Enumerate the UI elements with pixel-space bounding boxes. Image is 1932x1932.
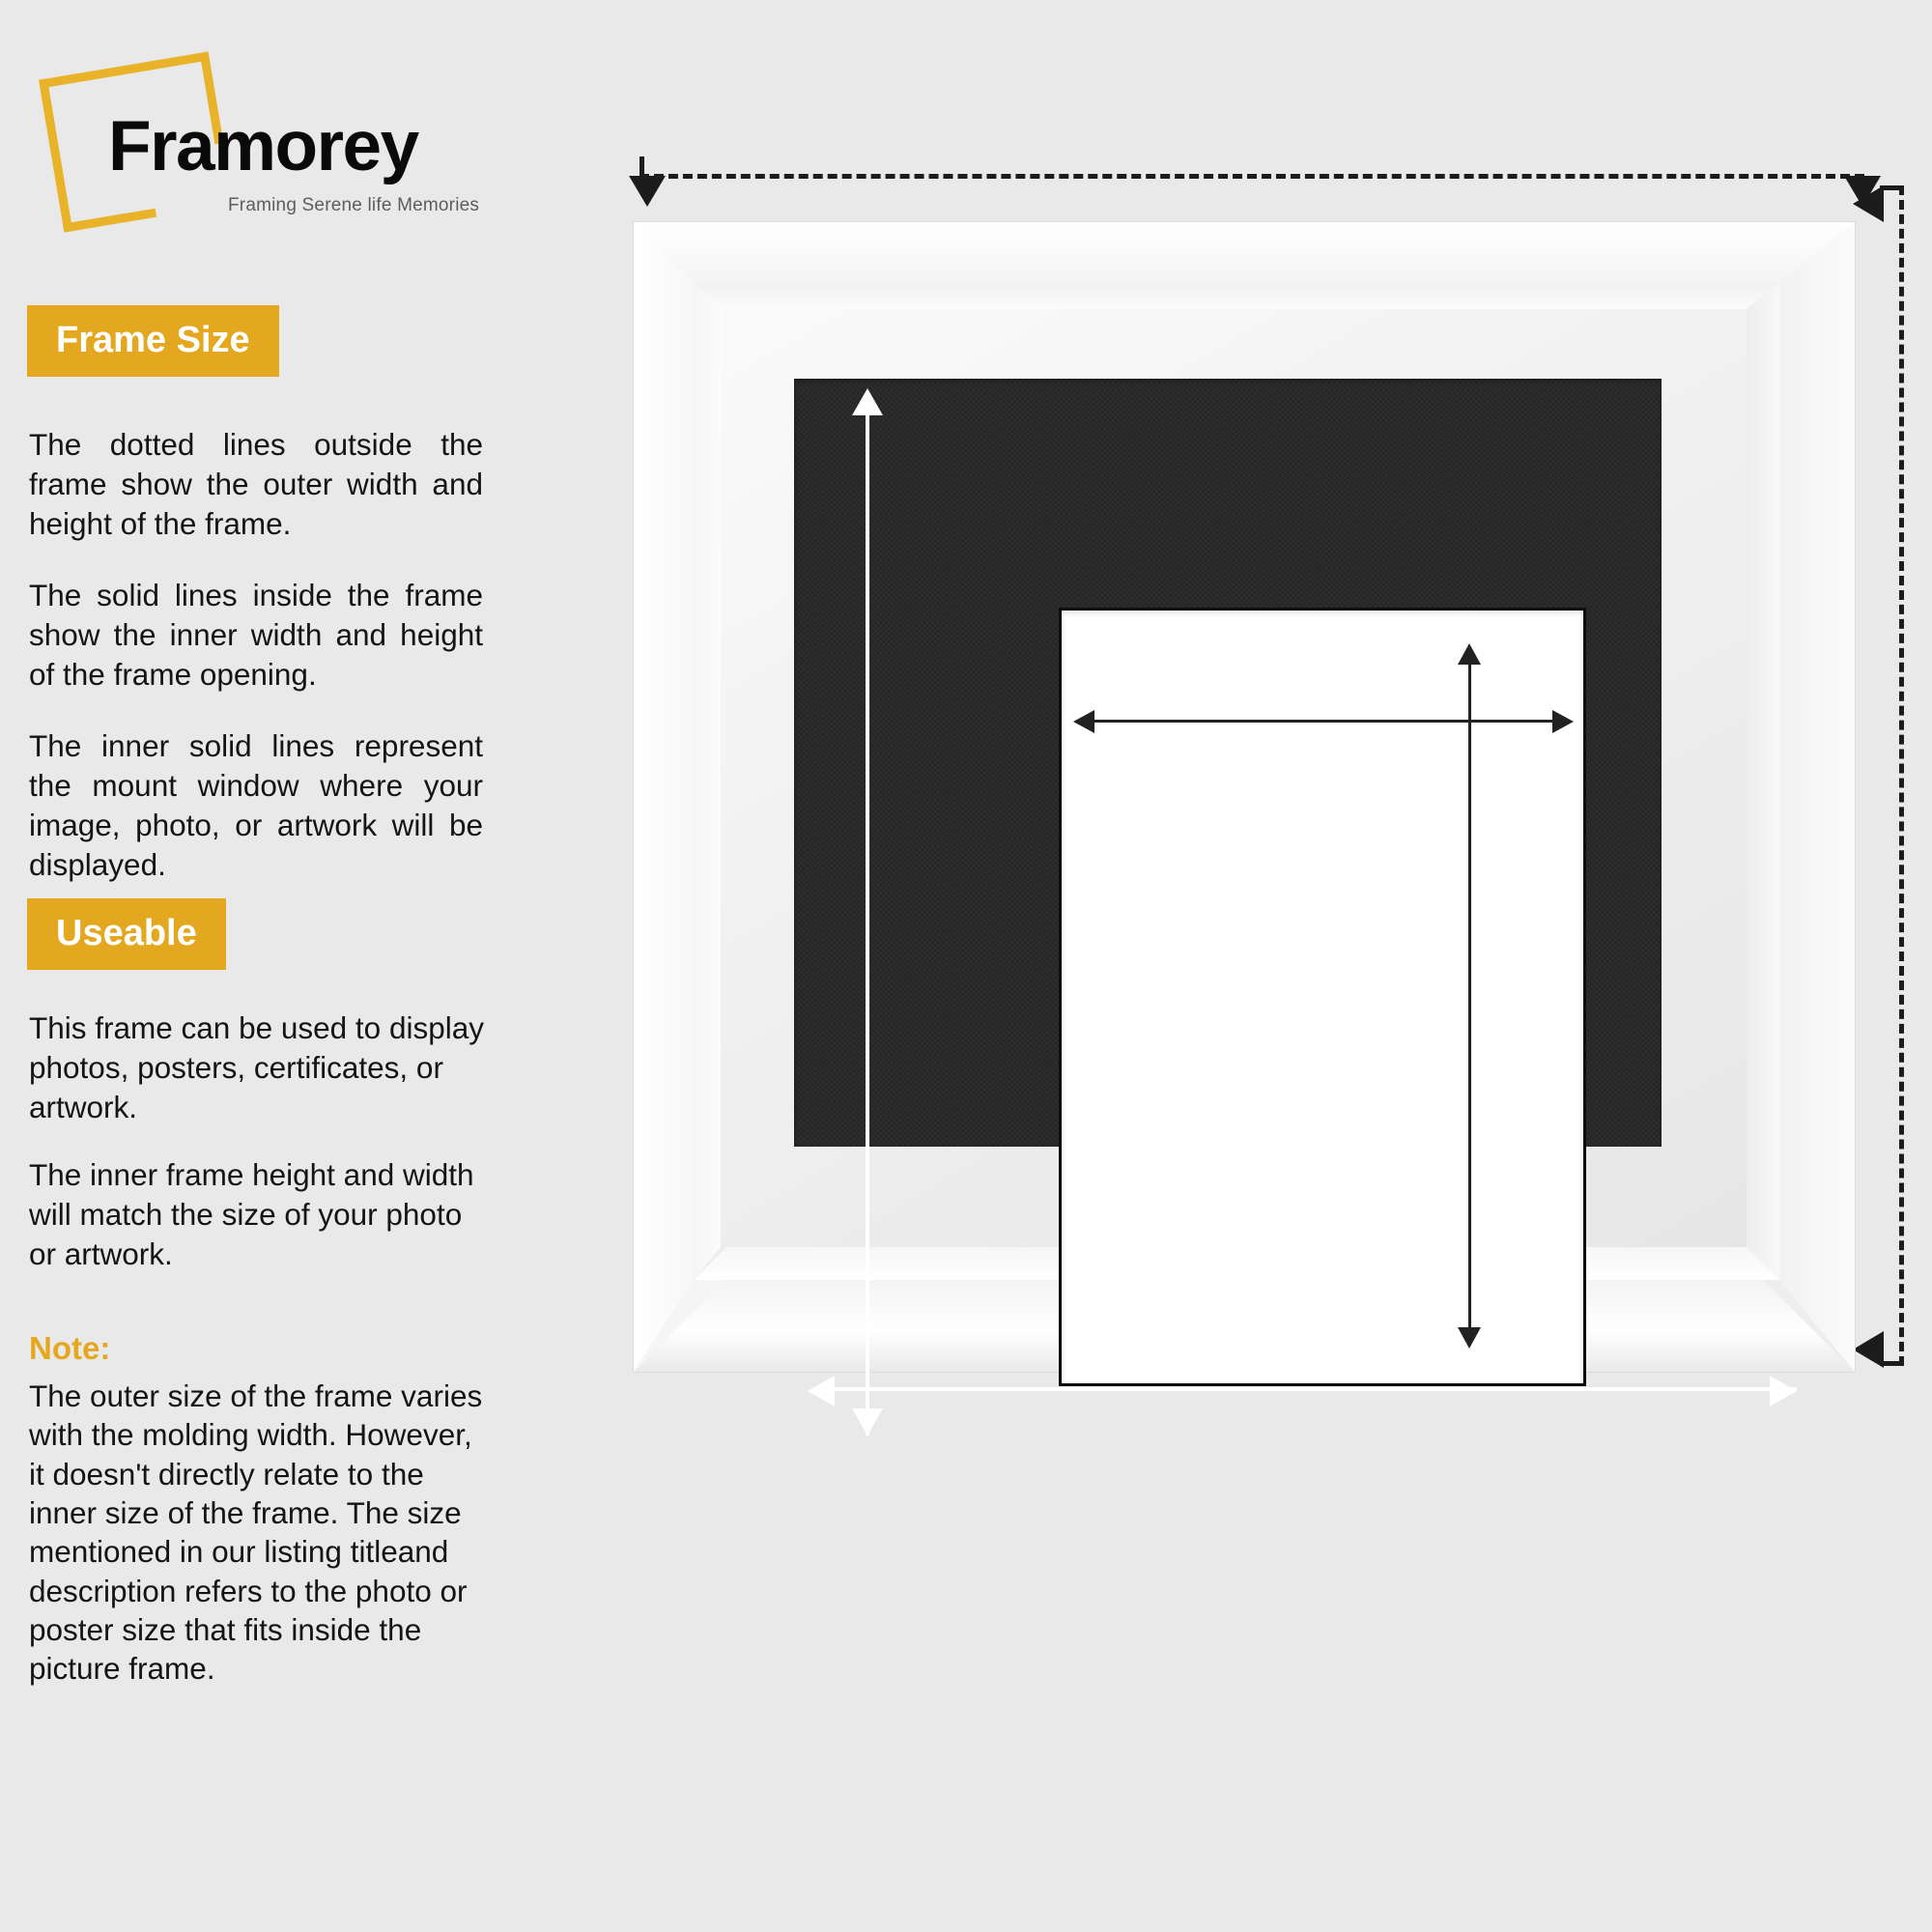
useable-paragraph-2: The inner frame height and width will match the size of your photo or artwork. [29,1157,474,1271]
brand-tagline: Framing Serene life Memories [228,195,480,215]
mat-height-arrow-up-icon [852,388,883,415]
frame-size-paragraph-3: The inner solid lines represent the mount window where your image, photo, or artwork will be displayed. [29,728,483,882]
outer-height-arrow-bottom-icon [1853,1331,1884,1368]
useable-paragraph-1: This frame can be used to display photos, posters, certificates, or artwork. [29,1010,484,1124]
lip-bevel-right [1747,282,1779,1280]
frame-illustration [618,116,1932,1855]
frame-size-paragraph-1: The dotted lines outside the frame show the outer width and height of the frame. [29,427,483,541]
frame-size-paragraph-2: The solid lines inside the frame show the inner width and height of the frame opening. [29,578,483,692]
black-mount-board [794,379,1662,1147]
frame-inner-lip [694,282,1779,1280]
note-paragraph: The outer size of the frame varies with the molding width. However, it doesn't directly relate to the inner size of the frame. The size mentioned in our listing titleand description refers to the photo or poster size that fits inside the picture frame. [29,1378,483,1687]
mat-height-line [866,400,869,1435]
outer-height-dashed-line [1899,185,1904,1366]
note-label: Note: [29,1330,111,1366]
lip-bevel-top [694,282,1779,309]
brand-name: Framorey [108,107,418,185]
mat-width-line [819,1387,1797,1391]
info-panel [0,0,618,1932]
outer-width-dashed-line [639,174,1864,179]
molding-bevel-left [634,222,694,1372]
lip-bevel-left [694,282,721,1280]
window-width-arrow-left-icon [1073,710,1094,733]
outer-height-arrow-top-icon [1853,185,1884,222]
mat-height-arrow-down-icon [852,1408,883,1435]
mount-window-opening [1062,611,1583,1383]
section-badge-frame-size: Frame Size [27,305,279,377]
picture-frame-molding [634,222,1855,1372]
outer-width-arrow-left-icon [629,176,666,207]
window-height-line [1468,655,1471,1337]
molding-bevel-right [1779,222,1855,1372]
brand-logo [39,53,541,222]
window-height-arrow-down-icon [1458,1327,1481,1349]
mat-width-arrow-right-icon [1770,1376,1797,1406]
window-height-arrow-up-icon [1458,643,1481,665]
molding-bevel-top [634,222,1855,282]
window-width-arrow-right-icon [1552,710,1574,733]
mat-width-arrow-left-icon [808,1376,835,1406]
section-badge-useable: Useable [27,898,226,970]
window-width-line [1085,720,1562,723]
